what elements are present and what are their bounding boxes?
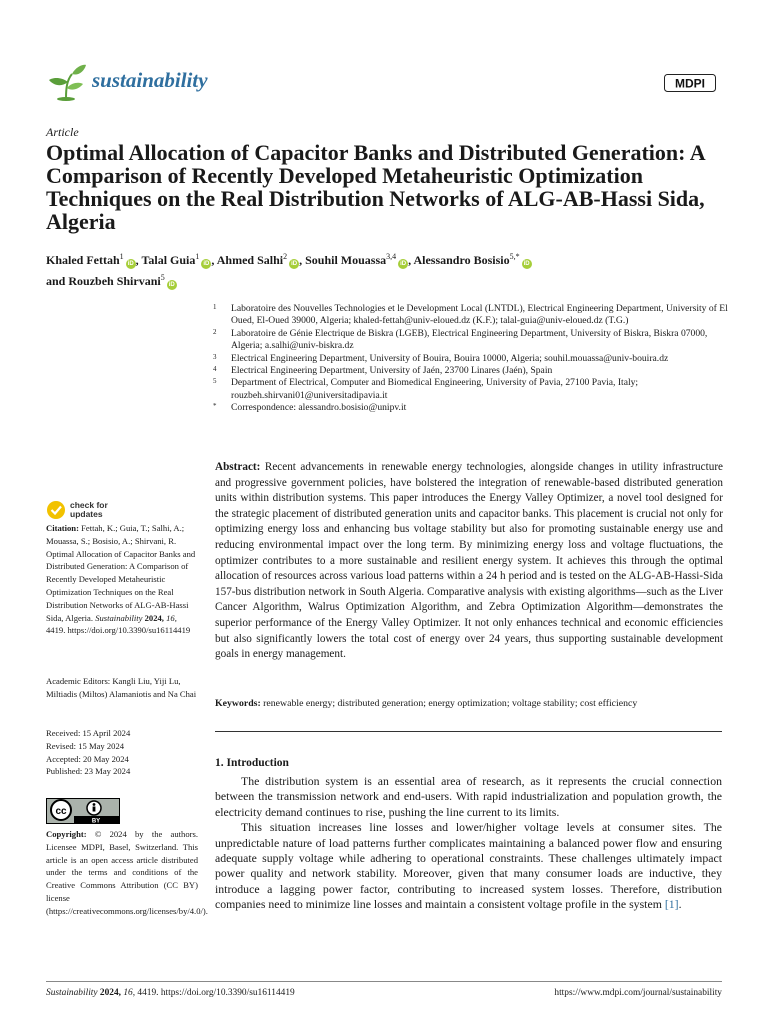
- copyright-text: © 2024 by the authors. Licensee MDPI, Basel, Switzerland. This article is an open access article distributed under the terms and conditions of the Creative Commons Attribution (CC BY) license (https://creativecommons.org/licenses/by/4.0/).: [46, 829, 208, 916]
- affiliation-item: [213, 328, 733, 353]
- footer-volume: 16,: [123, 988, 136, 998]
- affiliations: [213, 303, 733, 415]
- citation-link[interactable]: [1]: [664, 897, 679, 912]
- orcid-icon[interactable]: iD: [203, 261, 210, 267]
- citation-volume: 16,: [166, 612, 177, 623]
- leaf-icon: [46, 62, 88, 102]
- affiliation-num: 5: [213, 377, 217, 386]
- citation-doi[interactable]: 4419. https://doi.org/10.3390/su16114419: [46, 625, 191, 636]
- date-published: Published: 23 May 2024: [46, 766, 131, 777]
- check-label: check for: [70, 500, 108, 510]
- check-for-updates-badge[interactable]: [46, 498, 126, 522]
- footer-journal: Sustainability: [46, 988, 98, 998]
- date-accepted: Accepted: 20 May 2024: [46, 753, 129, 764]
- author-name: Souhil Mouassa: [305, 253, 387, 267]
- author-affil: 2: [283, 252, 288, 261]
- affiliation-text: Department of Electrical, Computer and Biomedical Engineering, University of Pavia, 27100 Pavia, Italy; rouzbeh.shirvani01@universitadipavia.it: [231, 377, 639, 401]
- author-affil: 5: [160, 273, 165, 282]
- divider: [215, 731, 722, 732]
- keywords-text: renewable energy; distributed generation; energy optimization; voltage stability; cost efficiency: [263, 698, 638, 709]
- author-name: Khaled Fettah: [46, 253, 120, 267]
- citation-journal: Sustainability: [95, 612, 143, 623]
- author-name: Alessandro Bosisio: [413, 253, 510, 267]
- affiliation-text: Electrical Engineering Department, University of Bouira, Bouira 10000, Algeria; souhil.mouassa@univ-bouira.dz: [231, 352, 669, 364]
- mdpi-logo[interactable]: [664, 74, 716, 92]
- keywords: [215, 697, 723, 710]
- abstract-text: Recent advancements in renewable energy technologies, alongside changes in utility infrastructure and progressive government policies, have bolstered the integration of renewable-based distributed generation units within distribution systems. This paper introduces the Energy Valley Optimizer, a novel tool designed for the strategic placement of distributed generation units and capacitor banks. This placement is crucial not only for optimizing energy loss and enhancing bus voltage stability but also for promoting sustainable energy use and reducing environmental impact over the long term. By minimizing energy loss and voltage fluctuations, the optimizer contributes to a more sustainable and resilient energy system. It achieves this through the optimal allocation of resources across various load patterns within a 24 h period and is tested on the ALG-AB-Hassi-Sida 157-bus distribution network in South Algeria. Comparative analysis with existing algorithms—such as the Liver Cancer Algorithm, Walrus Optimization Algorithm, and Zebra Optimization Algorithm—demonstrates the superior performance of the Energy Valley Optimizer. It not only enhances technical and economic efficiencies but also significantly lowers the total cost of energy over 24 years, thus supporting sustainable development goals in energy management.: [215, 461, 724, 661]
- author-name: Ahmed Salhi: [216, 253, 284, 267]
- check-updates-icon: [46, 498, 126, 522]
- citation-year: 2024,: [144, 612, 164, 623]
- author-affil: 3,4: [386, 252, 397, 261]
- cc-by-label: BY: [91, 818, 101, 824]
- abstract-label: Abstract:: [215, 461, 261, 473]
- affiliation-num: 1: [213, 303, 217, 311]
- author-affil: 1: [119, 252, 124, 261]
- footer-journal-url[interactable]: https://www.mdpi.com/journal/sustainability: [554, 988, 722, 998]
- date-received: Received: 15 April 2024: [46, 728, 131, 738]
- citation-label: Citation:: [46, 523, 79, 533]
- author-name: Rouzbeh Shirvani: [68, 274, 161, 288]
- body-text: [215, 774, 722, 913]
- author-affil: 5,*: [509, 252, 520, 261]
- publication-dates: [46, 727, 198, 778]
- footer-doi[interactable]: 4419. https://doi.org/10.3390/su16114419: [137, 988, 295, 998]
- affiliation-text: Electrical Engineering Department, University of Jaén, 23700 Linares (Jaén), Spain: [231, 365, 553, 377]
- cc-label: cc: [55, 806, 67, 817]
- journal-name[interactable]: sustainability: [92, 68, 208, 92]
- affiliation-num: 2: [213, 327, 217, 336]
- orcid-icon[interactable]: iD: [400, 261, 407, 267]
- paragraph: [215, 820, 722, 912]
- author-name: Talal Guia: [141, 253, 196, 267]
- affiliation-num: *: [213, 402, 217, 411]
- orcid-icon[interactable]: iD: [523, 261, 530, 267]
- orcid-icon[interactable]: iD: [291, 261, 298, 267]
- affiliation-item: [213, 303, 733, 328]
- affiliation-text: Correspondence: alessandro.bosisio@unipv.it: [231, 402, 407, 414]
- affiliation-item: [213, 377, 733, 402]
- footer-year: 2024,: [99, 988, 121, 998]
- cc-by-icon: [46, 798, 120, 824]
- affiliation-num: 3: [213, 352, 217, 361]
- author-affil: 1: [195, 252, 200, 261]
- copyright-notice: [46, 828, 208, 918]
- article-type: Article: [46, 125, 79, 139]
- paragraph-end: .: [678, 897, 682, 912]
- footer-citation: [46, 988, 295, 998]
- article-title: Optimal Allocation of Capacitor Banks and Distributed Generation: A Comparison of Recently Developed Metaheuristic Optimization Techniques on the Real Distribution Networks of ALG-AB-Hassi Sida, Algeria: [46, 140, 705, 234]
- copyright-label: Copyright:: [46, 829, 87, 839]
- section-heading: 1. Introduction: [215, 757, 289, 769]
- author-list: Khaled Fettah$^1$iD , Talal Guia$^1$iD , Ahmed Salhi$^2$iD , Souhil Mouassa$^{3,4}$iD , Alessandro Bosisio$^{5,*}$iD and Rouzbeh Shirvani$^5$iD: [46, 252, 530, 288]
- affiliation-num: 4: [213, 365, 217, 374]
- affiliation-item: [213, 365, 733, 377]
- paragraph: The distribution system is an essential area of research, as it represents the crucial connection between the transmission network and end-users. With rapid industrialization and population growth, the electricity demand continues to rise, pushing the line current to its limits.: [215, 774, 722, 819]
- paragraph-text: This situation increases line losses and lower/higher voltage levels at consumer sites. The unpredictable nature of load patterns further complicates maintaining a balanced power flow and ensuring adequate supply voltage while adhering to operational constraints. These challenges ultimately impact power quality and network stability. Moreover, given that many consumer loads are inductive, they introduce a lagging power factor, contributing to increased system losses. Therefore, distribution companies need to minimize line losses and maintain a consistent voltage profile in the system: [215, 820, 722, 912]
- mdpi-text: MDPI: [675, 76, 705, 91]
- affiliation-text: Laboratoire des Nouvelles Technologies et le Development Local (LNTDL), Electrical Engineering Department, University of El Oued, El-Oued 39000, Algeria; khaled-fettah@univ-eloued.dz (K.F.); talal-guia@univ-eloued.dz (T.G.): [231, 303, 728, 327]
- cc-by-license-badge[interactable]: [46, 798, 120, 824]
- academic-editors: Academic Editors: Kangli Liu, Yiji Lu, Miltiadis (Miltos) Alamaniotis and Na Chai: [46, 676, 197, 699]
- abstract: [215, 460, 723, 663]
- affiliation-item: [213, 353, 733, 365]
- mdpi-logo-icon: [664, 74, 716, 92]
- footer-divider: [46, 981, 722, 982]
- citation-block: [46, 522, 198, 637]
- date-revised: Revised: 15 May 2024: [46, 740, 125, 751]
- author-connector: and: [46, 274, 66, 288]
- affiliation-text: Laboratoire de Génie Electrique de Biskra (LGEB), Electrical Engineering Department, University of Biskra, Biskra 07000, Algeria; a.salhi@univ-biskra.dz: [231, 327, 708, 352]
- keywords-label: Keywords:: [215, 698, 261, 709]
- citation-text: Fettah, K.; Guia, T.; Salhi, A.; Mouassa, S.; Bosisio, A.; Shirvani, R. Optimal Allocation of Capacitor Banks and Distributed Generation: A Comparison of Recently Developed Metaheuristic Optimization Techniques on the Real Distribution Networks of ALG-AB-Hassi Sida, Algeria.: [46, 523, 196, 623]
- orcid-icon[interactable]: iD: [168, 282, 175, 288]
- orcid-icon[interactable]: iD: [127, 261, 134, 267]
- correspondence: [213, 402, 733, 414]
- updates-label: updates: [70, 509, 103, 519]
